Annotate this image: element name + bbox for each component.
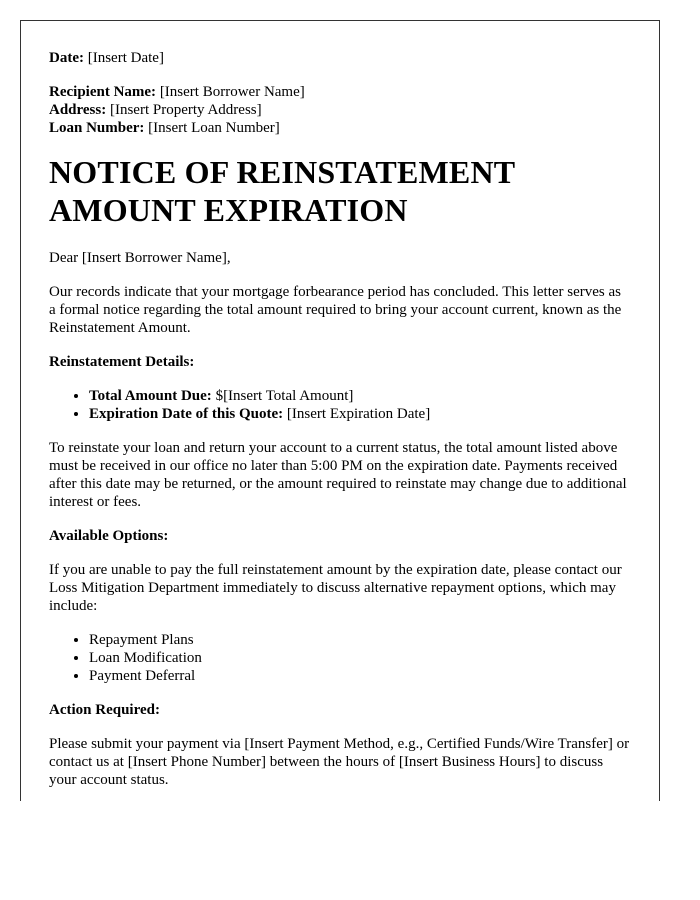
options-paragraph: If you are unable to pay the full reinstatement amount by the expiration date, please contact our Loss Mitigation Department immediately to discuss alternative repayment options, which may include:	[49, 562, 622, 614]
detail-value: $[Insert Total Amount]	[215, 388, 354, 404]
recipient-block	[49, 83, 631, 137]
detail-item-total	[89, 387, 631, 405]
detail-item-expiration	[89, 405, 631, 423]
letter-title: NOTICE OF REINSTATEMENT AMOUNT EXPIRATION	[49, 154, 515, 228]
details-heading: Reinstatement Details:	[49, 354, 195, 370]
loan-number-line	[49, 119, 631, 137]
option-item: • Repayment Plans	[89, 631, 631, 649]
options-list	[49, 631, 631, 685]
intro-paragraph: Our records indicate that your mortgage forbearance period has concluded. This letter serves as a formal notice regarding the total amount required to bring your account current, known as the Reinstatement Amount.	[49, 284, 622, 336]
recipient-line	[49, 83, 631, 101]
address-value: [Insert Property Address]	[109, 102, 262, 118]
reinstate-paragraph: To reinstate your loan and return your account to a current status, the total amount listed above must be received in our office no later than 5:00 PM on the expiration date. Payments received after this date may be returned, or the amount required to reinstate may change due to additional interest or fees.	[49, 440, 627, 510]
detail-label: Total Amount Due:	[89, 388, 212, 404]
loan-number-value: [Insert Loan Number]	[148, 120, 280, 136]
options-heading: Available Options:	[49, 528, 169, 544]
address-label: Address:	[49, 102, 107, 118]
action-heading: Action Required:	[49, 702, 160, 718]
option-item: • Loan Modification	[89, 649, 631, 667]
detail-label: Expiration Date of this Quote:	[89, 406, 284, 422]
letter-page	[20, 20, 660, 801]
action-paragraph: Please submit your payment via [Insert Payment Method, e.g., Certified Funds/Wire Transfer] or contact us at [Insert Phone Number] between the hours of [Insert Business Hours] to discuss your account status.	[49, 736, 630, 788]
address-line	[49, 101, 631, 119]
date-line	[49, 49, 631, 67]
recipient-value: [Insert Borrower Name]	[159, 84, 305, 100]
detail-value: [Insert Expiration Date]	[286, 406, 431, 422]
salutation: Dear [Insert Borrower Name],	[49, 250, 231, 266]
recipient-label: Recipient Name:	[49, 84, 157, 100]
date-value: [Insert Date]	[87, 50, 164, 66]
details-list	[49, 387, 631, 423]
loan-number-label: Loan Number:	[49, 120, 145, 136]
option-item: • Payment Deferral	[89, 667, 631, 685]
date-label: Date:	[49, 50, 84, 66]
